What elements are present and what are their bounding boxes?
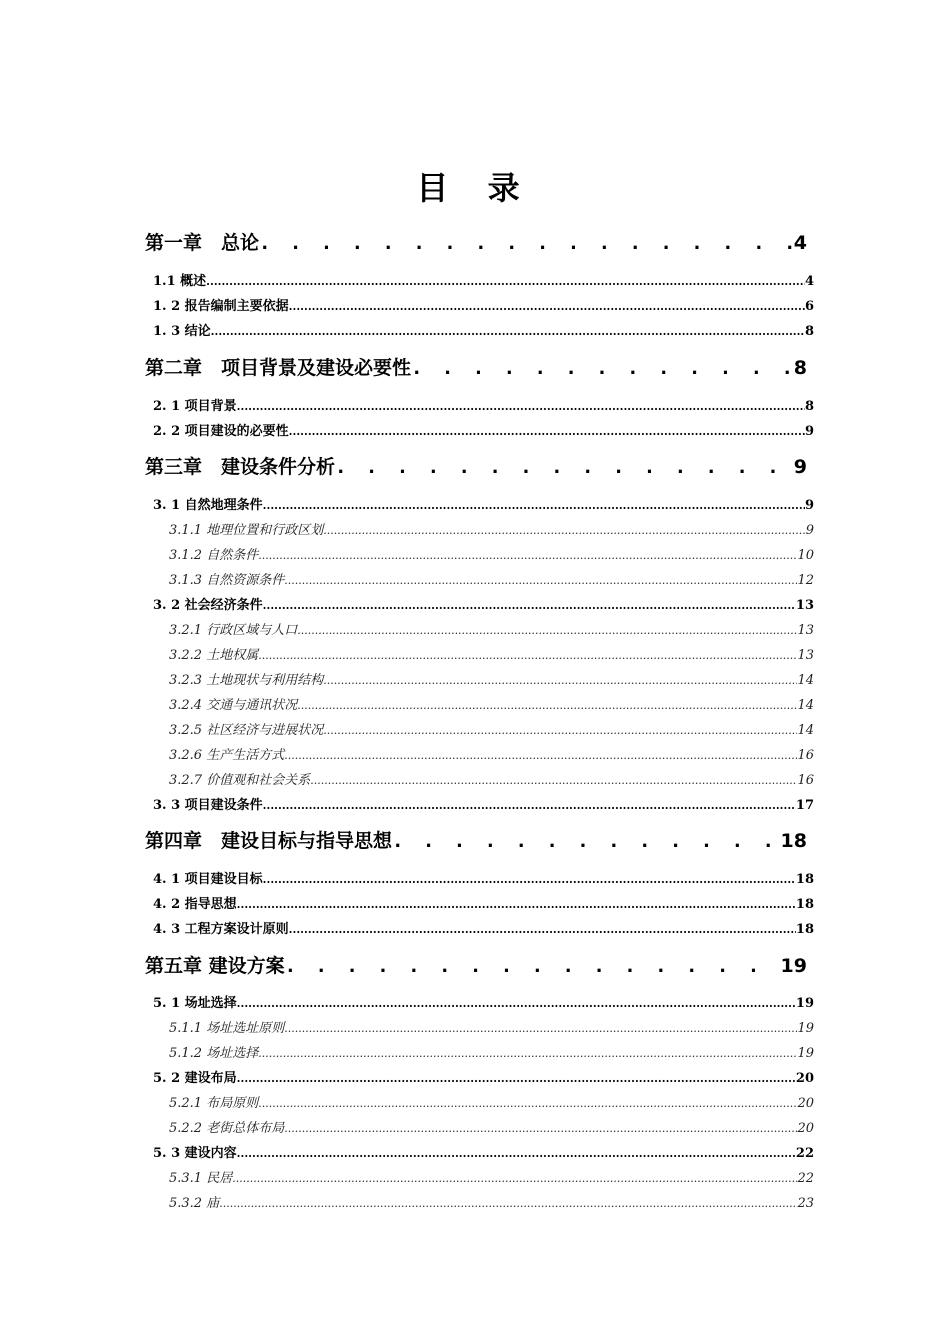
toc-subsection-5-3-1[interactable] xyxy=(169,1167,814,1187)
toc-label: 3.2.7 价值观和社会关系 xyxy=(169,773,311,788)
toc-label: 5.3.2 庙 xyxy=(169,1196,220,1211)
toc-subsection-3-2-1[interactable] xyxy=(169,619,814,639)
toc-subsection-3-2-4[interactable] xyxy=(169,694,814,714)
dot-leader xyxy=(211,325,805,338)
toc-page-number: 18 xyxy=(795,872,814,887)
toc-section-4-3[interactable] xyxy=(153,918,814,938)
toc-chapter-1[interactable] xyxy=(145,228,807,258)
toc-label: 第二章 项目背景及建设必要性 xyxy=(145,357,412,379)
toc-page-number: 14 xyxy=(797,673,814,688)
toc-label: 第五章 建设方案 xyxy=(145,955,285,977)
toc-section-1-2[interactable] xyxy=(153,295,814,315)
toc-label: 3. 2 社会经济条件 xyxy=(153,598,263,613)
dot-leader xyxy=(392,830,781,852)
toc-label: 第三章 建设条件分析 xyxy=(145,456,336,478)
toc-page-number: 19 xyxy=(797,1046,814,1061)
toc-chapter-2[interactable] xyxy=(145,353,807,383)
toc-label: 2. 2 项目建设的必要性 xyxy=(153,424,289,439)
toc-page-number: 16 xyxy=(797,773,814,788)
toc-page-number: 18 xyxy=(780,830,807,852)
toc-label: 1. 2 报告编制主要依据 xyxy=(153,299,289,314)
dot-leader xyxy=(259,232,794,254)
dot-leader xyxy=(297,699,797,712)
toc-subsection-5-1-2[interactable] xyxy=(169,1042,814,1062)
toc-label: 3.2.4 交通与通讯状况 xyxy=(169,698,298,713)
dot-leader xyxy=(411,357,794,379)
toc-page-number: 16 xyxy=(797,748,814,763)
toc-subsection-3-2-5[interactable] xyxy=(169,719,814,739)
toc-subsection-3-1-1[interactable] xyxy=(169,519,814,539)
toc-page-number: 9 xyxy=(793,456,807,478)
toc-section-1-1[interactable] xyxy=(153,270,814,290)
dot-leader xyxy=(289,300,805,313)
toc-page-number: 20 xyxy=(797,1121,814,1136)
dot-leader xyxy=(232,1172,797,1185)
toc-subsection-5-1-1[interactable] xyxy=(169,1017,814,1037)
dot-leader xyxy=(258,549,797,562)
toc-subsection-3-2-6[interactable] xyxy=(169,744,814,764)
toc-subsection-3-2-2[interactable] xyxy=(169,644,814,664)
toc-page-number: 18 xyxy=(795,897,814,912)
dot-leader xyxy=(284,749,797,762)
toc-subsection-5-2-1[interactable] xyxy=(169,1092,814,1112)
toc-page-number: 13 xyxy=(797,623,814,638)
toc-label: 3.2.3 土地现状与利用结构 xyxy=(169,673,324,688)
toc-section-4-1[interactable] xyxy=(153,868,814,888)
toc-page-number: 12 xyxy=(797,573,814,588)
toc-label: 5.3.1 民居 xyxy=(169,1171,233,1186)
dot-leader xyxy=(284,1122,797,1135)
toc-subsection-5-3-2[interactable] xyxy=(169,1192,814,1212)
dot-leader xyxy=(258,649,797,662)
toc-section-2-1[interactable] xyxy=(153,395,814,415)
toc-label: 3.1.2 自然条件 xyxy=(169,548,259,563)
toc-label: 3. 3 项目建设条件 xyxy=(153,798,263,813)
dot-leader xyxy=(258,1047,797,1060)
toc-section-5-3[interactable] xyxy=(153,1142,814,1162)
toc-label: 5.2.2 老街总体布局 xyxy=(169,1121,285,1136)
toc-section-4-2[interactable] xyxy=(153,893,814,913)
dot-leader xyxy=(297,624,797,637)
toc-label: 4. 3 工程方案设计原则 xyxy=(153,922,289,937)
toc-label: 5. 2 建设布局 xyxy=(153,1071,237,1086)
toc-page-number: 8 xyxy=(804,324,814,339)
toc-page-number: 14 xyxy=(797,723,814,738)
toc-label: 2. 1 项目背景 xyxy=(153,399,237,414)
toc-label: 3. 1 自然地理条件 xyxy=(153,498,263,513)
toc-label: 5. 1 场址选择 xyxy=(153,996,237,1011)
dot-leader xyxy=(263,873,796,886)
dot-leader xyxy=(284,1022,797,1035)
toc-section-5-1[interactable] xyxy=(153,992,814,1012)
toc-page-number: 20 xyxy=(795,1071,814,1086)
toc-label: 3.2.1 行政区域与人口 xyxy=(169,623,298,638)
toc-page-number: 19 xyxy=(795,996,814,1011)
toc-subsection-5-2-2[interactable] xyxy=(169,1117,814,1137)
toc-page-number: 9 xyxy=(805,523,814,538)
toc-section-3-1[interactable] xyxy=(153,494,814,514)
dot-leader xyxy=(289,425,805,438)
toc-page-number: 4 xyxy=(804,274,814,289)
dot-leader xyxy=(237,1147,796,1160)
toc-label: 4. 1 项目建设目标 xyxy=(153,872,263,887)
dot-leader xyxy=(263,799,796,812)
toc-page-number: 20 xyxy=(797,1096,814,1111)
dot-leader xyxy=(323,674,797,687)
toc-chapter-5[interactable] xyxy=(145,951,807,981)
page-title: 目 录 xyxy=(416,169,534,207)
toc-label: 第四章 建设目标与指导思想 xyxy=(145,830,393,852)
toc-page-number: 22 xyxy=(795,1146,814,1161)
toc-subsection-3-2-7[interactable] xyxy=(169,769,814,789)
toc-subsection-3-1-3[interactable] xyxy=(169,569,814,589)
toc-label: 3.2.5 社区经济与进展状况 xyxy=(169,723,324,738)
dot-leader xyxy=(285,955,781,977)
dot-leader xyxy=(237,898,796,911)
toc-section-5-2[interactable] xyxy=(153,1067,814,1087)
dot-leader xyxy=(237,997,796,1010)
toc-section-3-3[interactable] xyxy=(153,794,814,814)
toc-page-number: 18 xyxy=(795,922,814,937)
dot-leader xyxy=(237,1072,796,1085)
toc-label: 5.1.1 场址选址原则 xyxy=(169,1021,285,1036)
toc-label: 3.1.1 地理位置和行政区划 xyxy=(169,523,324,538)
toc-page-number: 9 xyxy=(804,498,814,513)
toc-page-number: 13 xyxy=(795,598,814,613)
dot-leader xyxy=(284,574,797,587)
toc-page-number: 19 xyxy=(797,1021,814,1036)
toc-chapter-3[interactable] xyxy=(145,452,807,482)
toc-label: 1. 3 结论 xyxy=(153,324,211,339)
toc-page-number: 4 xyxy=(793,232,807,254)
toc-label: 3.2.2 土地权属 xyxy=(169,648,259,663)
toc-section-1-3[interactable] xyxy=(153,320,814,340)
toc-subsection-3-1-2[interactable] xyxy=(169,544,814,564)
dot-leader xyxy=(263,599,796,612)
toc-label: 3.2.6 生产生活方式 xyxy=(169,748,285,763)
toc-chapter-4[interactable] xyxy=(145,826,807,856)
dot-leader xyxy=(206,275,805,288)
toc-page-number: 17 xyxy=(795,798,814,813)
toc-label: 第一章 总论 xyxy=(145,232,260,254)
toc-section-2-2[interactable] xyxy=(153,420,814,440)
dot-leader xyxy=(258,1097,797,1110)
toc-page-number: 14 xyxy=(797,698,814,713)
dot-leader xyxy=(237,400,805,413)
toc-label: 5.2.1 布局原则 xyxy=(169,1096,259,1111)
dot-leader xyxy=(323,524,806,537)
toc-page-number: 19 xyxy=(780,955,807,977)
toc-page-number: 10 xyxy=(797,548,814,563)
toc-page-number: 22 xyxy=(797,1171,814,1186)
toc-label: 3.1.3 自然资源条件 xyxy=(169,573,285,588)
toc-label: 5. 3 建设内容 xyxy=(153,1146,237,1161)
toc-label: 5.1.2 场址选择 xyxy=(169,1046,259,1061)
dot-leader xyxy=(219,1197,797,1210)
toc-page-number: 13 xyxy=(797,648,814,663)
toc-label: 1.1 概述 xyxy=(153,274,207,289)
dot-leader xyxy=(263,499,805,512)
toc-page-number: 8 xyxy=(804,399,814,414)
dot-leader xyxy=(289,923,796,936)
toc-section-3-2[interactable] xyxy=(153,594,814,614)
toc-page-number: 6 xyxy=(804,299,814,314)
toc-page-number: 9 xyxy=(804,424,814,439)
toc-label: 4. 2 指导思想 xyxy=(153,897,237,912)
toc-page-number: 8 xyxy=(793,357,807,379)
dot-leader xyxy=(310,774,797,787)
dot-leader xyxy=(335,456,794,478)
dot-leader xyxy=(323,724,797,737)
toc-page-number: 23 xyxy=(797,1196,814,1211)
toc-subsection-3-2-3[interactable] xyxy=(169,669,814,689)
